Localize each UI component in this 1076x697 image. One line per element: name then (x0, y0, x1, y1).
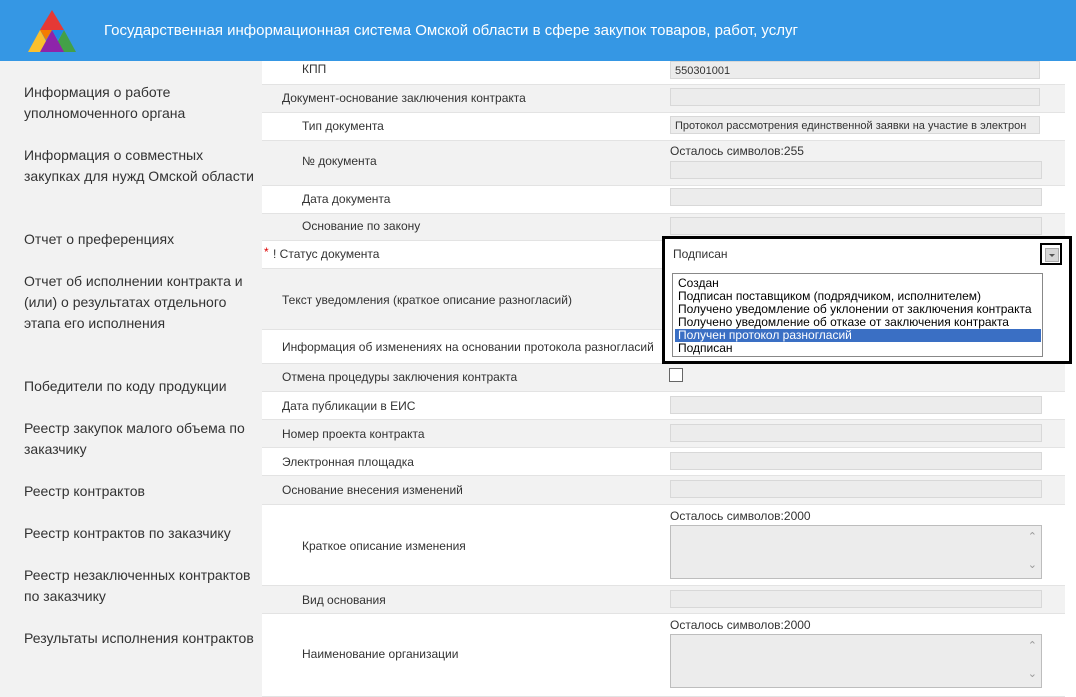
sidebar-item-preferences-report[interactable]: Отчет о преференциях (24, 231, 175, 247)
basis-type-label: Вид основания (302, 593, 386, 607)
form-row-short-desc (262, 505, 1065, 586)
form-row-publish-date (262, 392, 1065, 420)
form-row-org-name (262, 614, 1065, 697)
org-name-label: Наименование организации (302, 647, 459, 661)
dropdown-toggle-button[interactable] (1040, 243, 1062, 265)
publish-date-field[interactable] (670, 396, 1042, 414)
form-row-change-basis (262, 476, 1065, 505)
sidebar-item-execution-results[interactable]: Результаты исполнения контрактов (24, 630, 254, 646)
sidebar-item-contracts-registry[interactable]: Реестр контрактов (24, 483, 145, 499)
form-row-basis-type (262, 586, 1065, 614)
required-mark: * (264, 245, 269, 259)
notice-text-label: Текст уведомления (краткое описание разногласий) (282, 293, 572, 307)
chevron-down-icon (1045, 248, 1059, 262)
scroll-up-icon[interactable]: ⌃ (1027, 640, 1037, 652)
doc-basis-field[interactable] (670, 88, 1040, 106)
form-row-project-number (262, 420, 1065, 448)
form-row-kpp (262, 61, 1065, 85)
kpp-field[interactable]: 550301001 (670, 61, 1040, 79)
status-option[interactable]: Создан (678, 276, 719, 290)
status-dropdown[interactable] (662, 236, 1072, 364)
sidebar-item-unconcluded-contracts[interactable]: Реестр незаключенных контрактов по заказчику (24, 567, 251, 604)
doc-status-label: ! Статус документа (273, 247, 380, 261)
platform-label: Электронная площадка (282, 455, 414, 469)
header-bar (0, 0, 1076, 61)
doc-basis-label: Документ-основание заключения контракта (282, 91, 526, 105)
status-selected-value[interactable]: Подписан (673, 247, 728, 261)
scroll-up-icon[interactable]: ⌃ (1027, 531, 1037, 543)
doc-number-field[interactable] (670, 161, 1042, 179)
sidebar-item-small-purchases[interactable]: Реестр закупок малого объема по заказчику (24, 420, 245, 457)
doc-type-field[interactable]: Протокол рассмотрения единственной заявки на участие в электрон (670, 116, 1040, 134)
short-desc-textarea[interactable] (670, 525, 1042, 579)
status-options-list (672, 273, 1043, 357)
changes-info-label: Информация об изменениях на основании протокола разногласий (282, 340, 654, 354)
org-name-counter: Осталось символов:2000 (670, 618, 811, 632)
status-option[interactable]: Подписан (678, 341, 733, 355)
platform-field[interactable] (670, 452, 1042, 470)
form-row-doc-date (262, 186, 1065, 214)
form-row-platform (262, 448, 1065, 476)
contract-form (262, 61, 1076, 697)
cancel-label: Отмена процедуры заключения контракта (282, 370, 518, 384)
cancel-checkbox[interactable] (669, 368, 683, 382)
form-row-cancel (262, 364, 1065, 392)
project-number-label: Номер проекта контракта (282, 427, 425, 441)
status-option[interactable]: Получено уведомление об уклонении от заключения контракта (678, 302, 1032, 316)
sidebar-item-contracts-by-customer[interactable]: Реестр контрактов по заказчику (24, 525, 231, 541)
doc-number-counter: Осталось символов:255 (670, 144, 804, 158)
kpp-label: КПП (302, 62, 327, 76)
status-option[interactable]: Подписан поставщиком (подрядчиком, исполнителем) (678, 289, 982, 303)
change-basis-field[interactable] (670, 480, 1042, 498)
sidebar-item-winners-by-code[interactable]: Победители по коду продукции (24, 378, 227, 394)
sidebar-item-joint-purchases[interactable]: Информация о совместных закупках для нужд Омской области (24, 147, 254, 184)
logo-icon (24, 10, 80, 52)
sidebar-item-authority-info[interactable]: Информация о работе уполномоченного органа (24, 84, 186, 121)
sidebar (0, 61, 262, 697)
form-row-doc-type (262, 113, 1065, 141)
short-desc-label: Краткое описание изменения (302, 539, 466, 553)
short-desc-counter: Осталось символов:2000 (670, 509, 811, 523)
scroll-down-icon[interactable]: ⌄ (1027, 559, 1037, 571)
form-row-doc-basis (262, 85, 1065, 113)
scroll-down-icon[interactable]: ⌄ (1027, 668, 1037, 680)
basis-type-field[interactable] (670, 590, 1042, 608)
doc-date-label: Дата документа (302, 192, 391, 206)
law-basis-label: Основание по закону (302, 219, 421, 233)
doc-number-label: № документа (302, 154, 377, 168)
sidebar-item-contract-execution-report[interactable]: Отчет об исполнении контракта и (или) о результатах отдельного этапа его исполнения (24, 273, 243, 331)
law-basis-field[interactable] (670, 217, 1042, 235)
project-number-field[interactable] (670, 424, 1042, 442)
doc-type-label: Тип документа (302, 119, 384, 133)
doc-date-field[interactable] (670, 188, 1042, 206)
publish-date-label: Дата публикации в ЕИС (282, 399, 416, 413)
change-basis-label: Основание внесения изменений (282, 483, 463, 497)
status-option[interactable]: Получено уведомление об отказе от заключения контракта (678, 315, 1009, 329)
status-option-highlighted[interactable]: Получен протокол разногласий (675, 329, 1041, 342)
page-title: Государственная информационная система Омской области в сфере закупок товаров, работ, услуг (104, 22, 798, 39)
form-row-doc-number (262, 141, 1065, 186)
org-name-textarea[interactable] (670, 634, 1042, 688)
